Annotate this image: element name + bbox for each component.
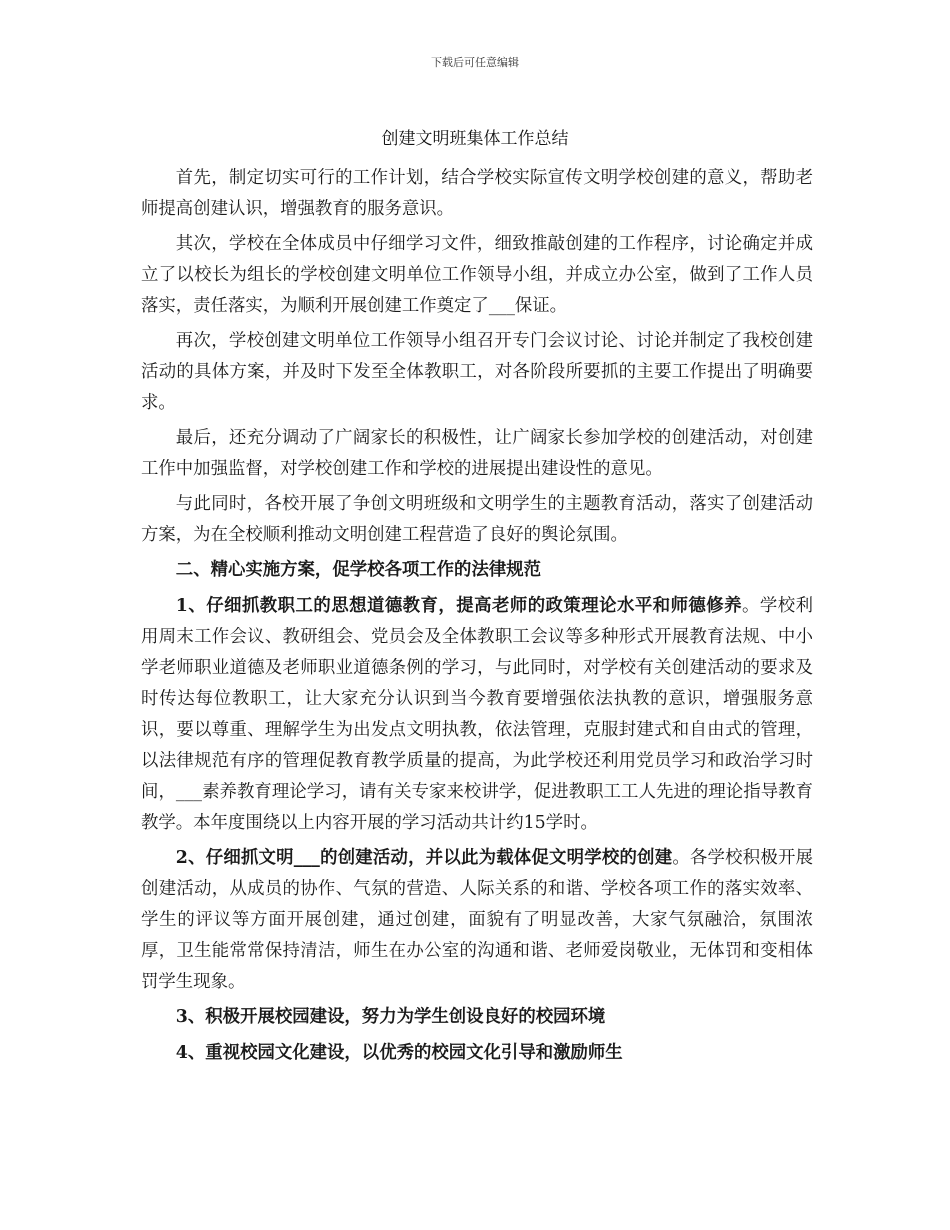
section-heading-two: 二、精心实施方案，促学校各项工作的法律规范: [175, 560, 542, 580]
header-note: 下载后可任意编辑: [431, 56, 519, 69]
subsection-two-text: 。各学校积极开展创建活动，从成员的协作、气氛的营造、人际关系的和谐、学校各项工作的落实效率、学生的评议等方面开展创建，通过创建，面貌有了明显改善，大家气氛融洽，氛围浓厚，卫生能常常保持清洁，师生在办公室的沟通和谐、老师爱岗敬业，无体罚和变相体罚学生现象。: [141, 848, 813, 992]
subsection-three-title: 3、积极开展校园建设，努力为学生创设良好的校园环境: [175, 1007, 606, 1027]
paragraph-third: 再次，学校创建文明单位工作领导小组召开专门会议讨论、讨论并制定了我校创建活动的具体方案，并及时下发至全体教职工，对各阶段所要抓的主要工作提出了明确要求。: [141, 331, 813, 413]
subsection-one-title: 1、仔细抓教职工的思想道德教育，提高老师的政策理论水平和师德修养: [175, 596, 743, 616]
subsection-two-title: 2、仔细抓文明___的创建活动，并以此为载体促文明学校的创建: [175, 848, 673, 868]
paragraph-fourth: 最后，还充分调动了广阔家长的积极性，让广阔家长参加学校的创建活动，对创建工作中加强监督，对学校创建工作和学校的进展提出建设性的意见。: [141, 428, 813, 479]
paragraph-first: 首先，制定切实可行的工作计划，结合学校实际宣传文明学校创建的意义，帮助老师提高创建认识，增强教育的服务意识。: [141, 168, 813, 219]
subsection-one: [141, 591, 813, 839]
subsection-four-title: 4、重视校园文化建设，以优秀的校园文化引导和激励师生: [175, 1043, 623, 1063]
subsection-one-text: 。学校利用周末工作会议、教研组会、党员会及全体教职工会议等多种形式开展教育法规、中小学老师职业道德及老师职业道德条例的学习，与此同时，对学校有关创建活动的要求及时传达每位教职工，让大家充分认识到当今教育要增强依法执教的意识，增强服务意识，要以尊重、理解学生为出发点文明执教，依法管理，克服封建式和自由式的管理，以法律规范有序的管理促教育教学质量的提高，为此学校还利用党员学习和政治学习时间，___素养教育理论学习，请有关专家来校讲学，促进教职工工人先进的理论指导教育教学。本年度围绕以上内容开展的学习活动共计约15学时。: [141, 596, 813, 833]
paragraph-second: 其次，学校在全体成员中仔细学习文件，细致推敲创建的工作程序，讨论确定并成立了以校长为组长的学校创建文明单位工作领导小组，并成立办公室，做到了工作人员落实，责任落实，为顺利开展创建工作奠定了___保证。: [141, 234, 813, 316]
document-body: [141, 163, 813, 1074]
paragraph-fifth: 与此同时，各校开展了争创文明班级和文明学生的主题教育活动，落实了创建活动方案，为在全校顺利推动文明创建工程营造了良好的舆论氛围。: [141, 494, 813, 545]
subsection-two: [141, 843, 813, 998]
document-title: 创建文明班集体工作总结: [381, 129, 569, 149]
